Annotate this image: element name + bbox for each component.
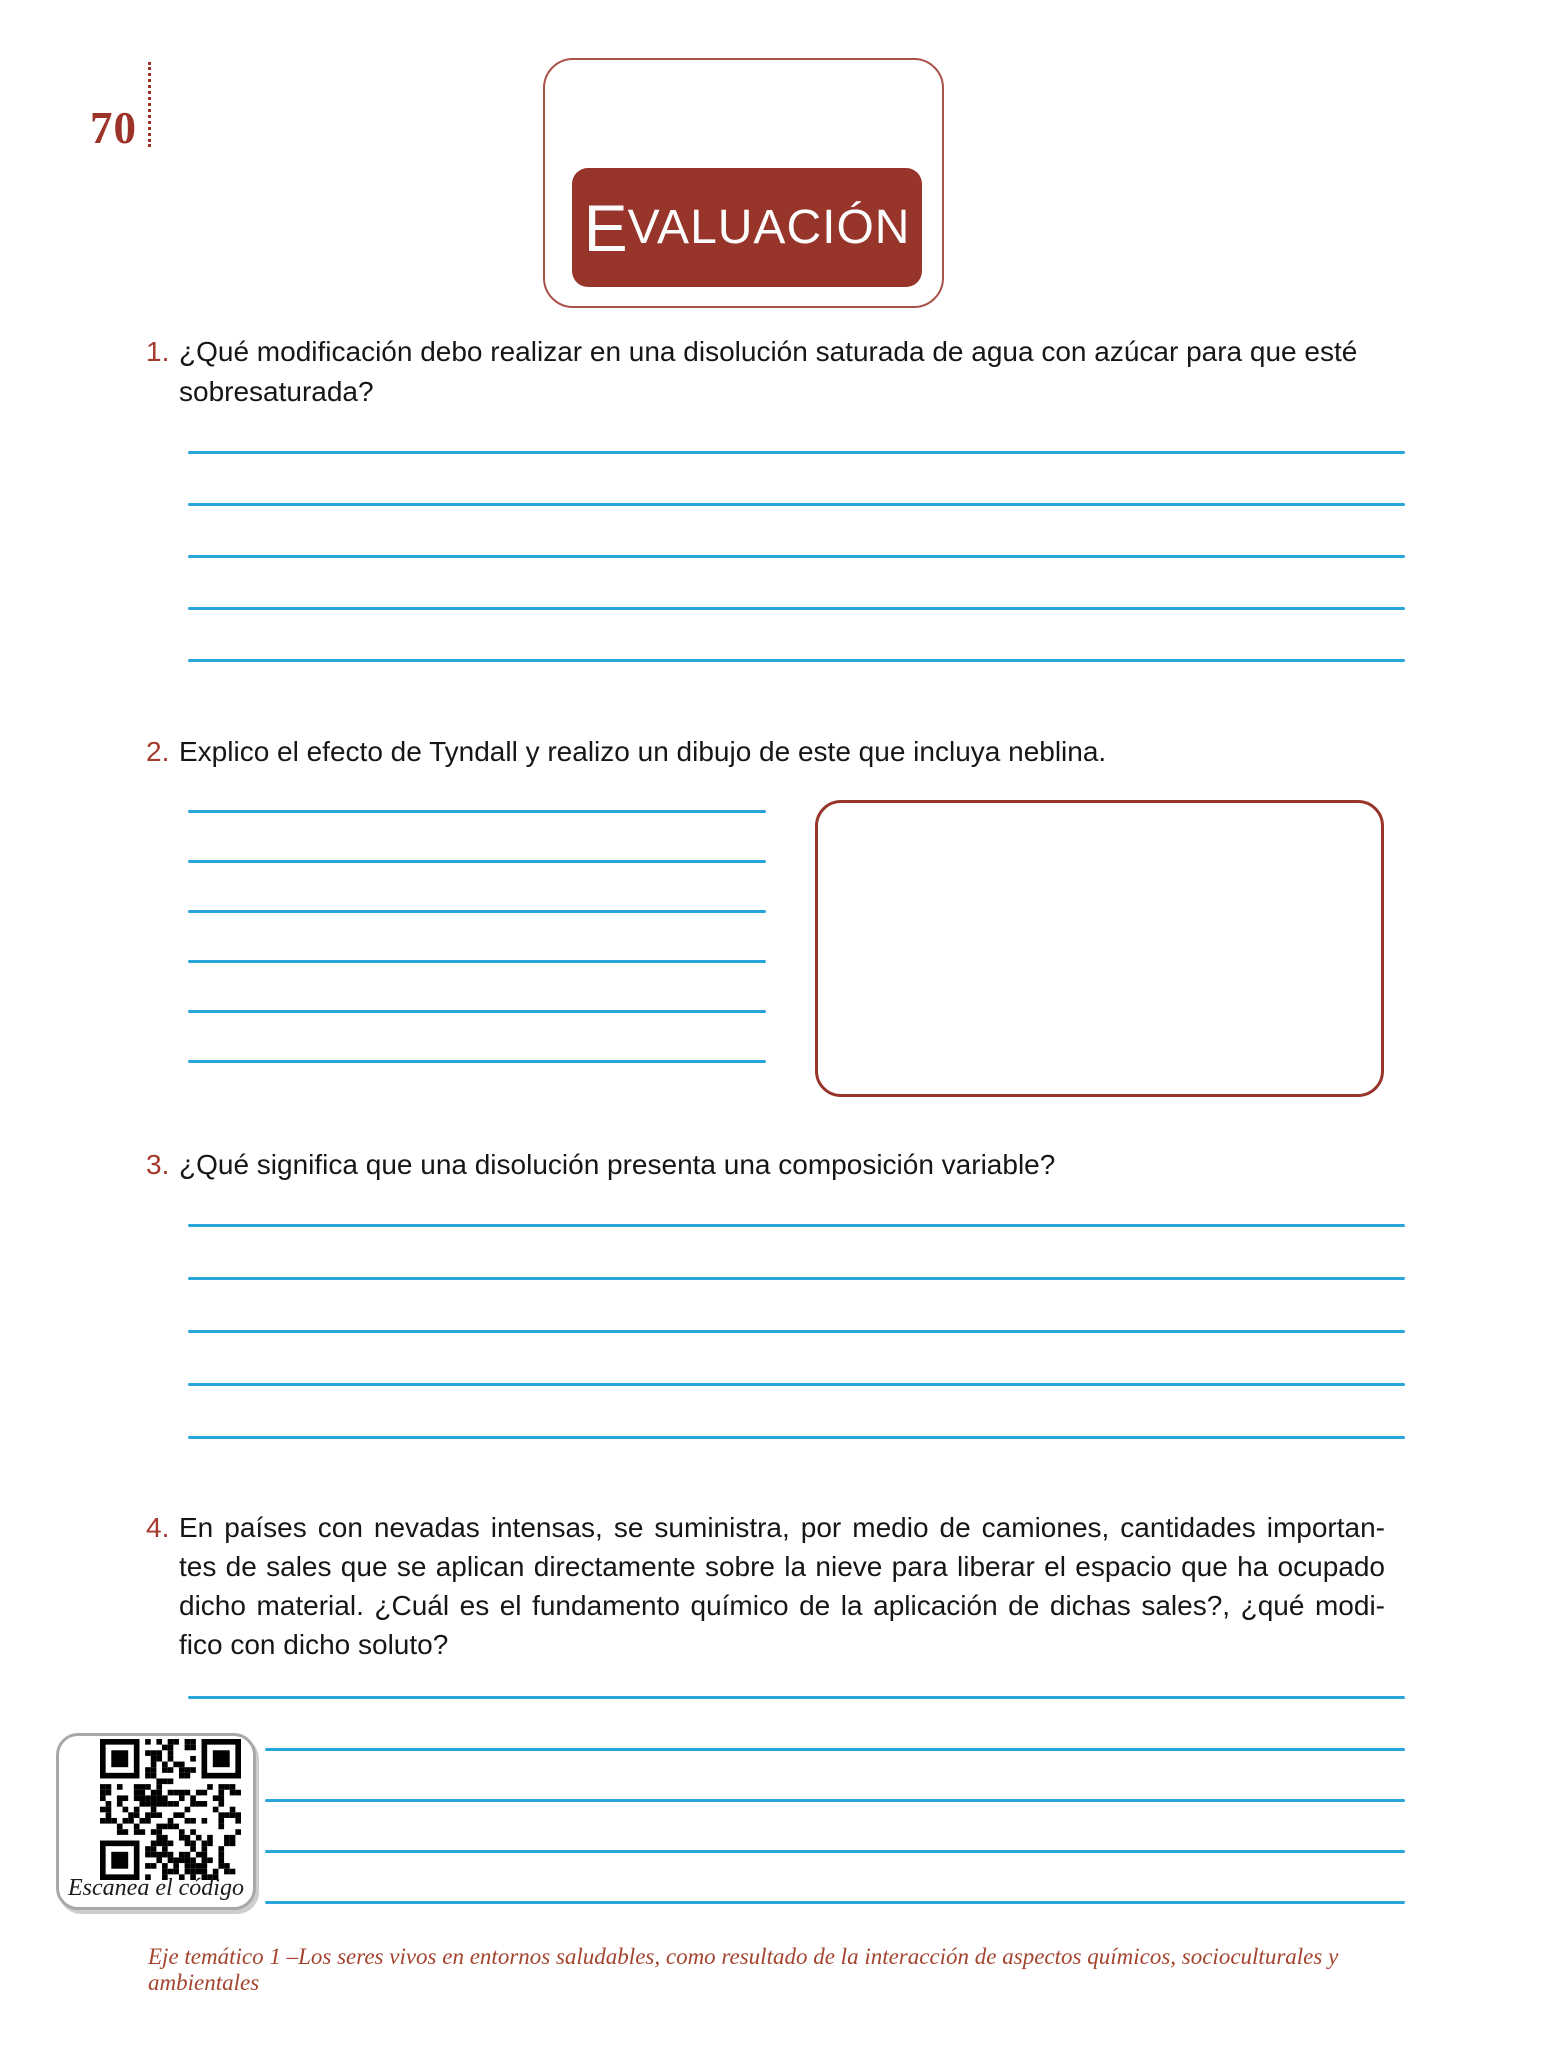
footer-theme-text: Eje temático 1 –Los seres vivos en entornos saludables, como resultado de la interacción de aspectos químicos, socioculturales y ambientales <box>148 1944 1339 1995</box>
answer-line <box>188 1224 1405 1227</box>
answer-line <box>188 1383 1405 1386</box>
question-3-text: ¿Qué significa que una disolución presenta una composición variable? <box>179 1149 1056 1180</box>
question-2-drawing-box <box>815 800 1384 1097</box>
evaluation-badge <box>572 168 922 287</box>
answer-line <box>188 503 1405 506</box>
answer-line <box>265 1850 1405 1853</box>
question-2-number: 2. <box>146 736 170 767</box>
answer-line <box>188 607 1405 610</box>
answer-line <box>188 1330 1405 1333</box>
question-2-answer-lines <box>188 810 766 1063</box>
evaluation-title-initial: E <box>583 190 628 265</box>
question-3-number: 3. <box>146 1149 170 1180</box>
answer-line <box>188 1060 766 1063</box>
answer-line <box>188 1436 1405 1439</box>
answer-line <box>265 1748 1405 1751</box>
qr-caption: Escanea el código <box>68 1875 244 1901</box>
question-4-text-line: dicho material. ¿Cuál es el fundamento químico de la aplicación de dichas sales?, ¿qué modi- <box>179 1590 1385 1621</box>
qr-code <box>100 1739 241 1880</box>
page-number-divider <box>148 62 151 147</box>
answer-line <box>188 1010 766 1013</box>
answer-line <box>188 1277 1405 1280</box>
question-1-text: ¿Qué modificación debo realizar en una disolución saturada de agua con azúcar para que esté sobresaturada? <box>179 336 1358 407</box>
question-3-answer-lines <box>188 1224 1405 1439</box>
question-4-text-line: tes de sales que se aplican directamente sobre la nieve para liberar el espacio que ha ocupado <box>179 1551 1385 1582</box>
question-1-answer-lines <box>188 451 1405 662</box>
answer-line <box>188 555 1405 558</box>
question-2-text: Explico el efecto de Tyndall y realizo un dibujo de este que incluya neblina. <box>179 736 1107 767</box>
page-number: 70 <box>90 103 137 153</box>
answer-line <box>188 960 766 963</box>
qr-panel <box>56 1733 256 1910</box>
question-1-number: 1. <box>146 336 170 367</box>
answer-line <box>188 1696 1405 1699</box>
question-4-answer-lines <box>265 1748 1405 1904</box>
question-4-number: 4. <box>146 1512 170 1543</box>
answer-line <box>265 1901 1405 1904</box>
question-4-text-line: En países con nevadas intensas, se suministra, por medio de camiones, cantidades importan- <box>179 1512 1385 1543</box>
answer-line <box>265 1799 1405 1802</box>
question-4-text-line: fico con dicho soluto? <box>179 1629 449 1660</box>
answer-line <box>188 910 766 913</box>
question-4-text <box>179 1508 1385 1664</box>
question-4-answer-line-full <box>188 1696 1405 1699</box>
evaluation-title-rest: VALUACIÓN <box>627 200 911 254</box>
answer-line <box>188 659 1405 662</box>
answer-line <box>188 810 766 813</box>
answer-line <box>188 860 766 863</box>
answer-line <box>188 451 1405 454</box>
